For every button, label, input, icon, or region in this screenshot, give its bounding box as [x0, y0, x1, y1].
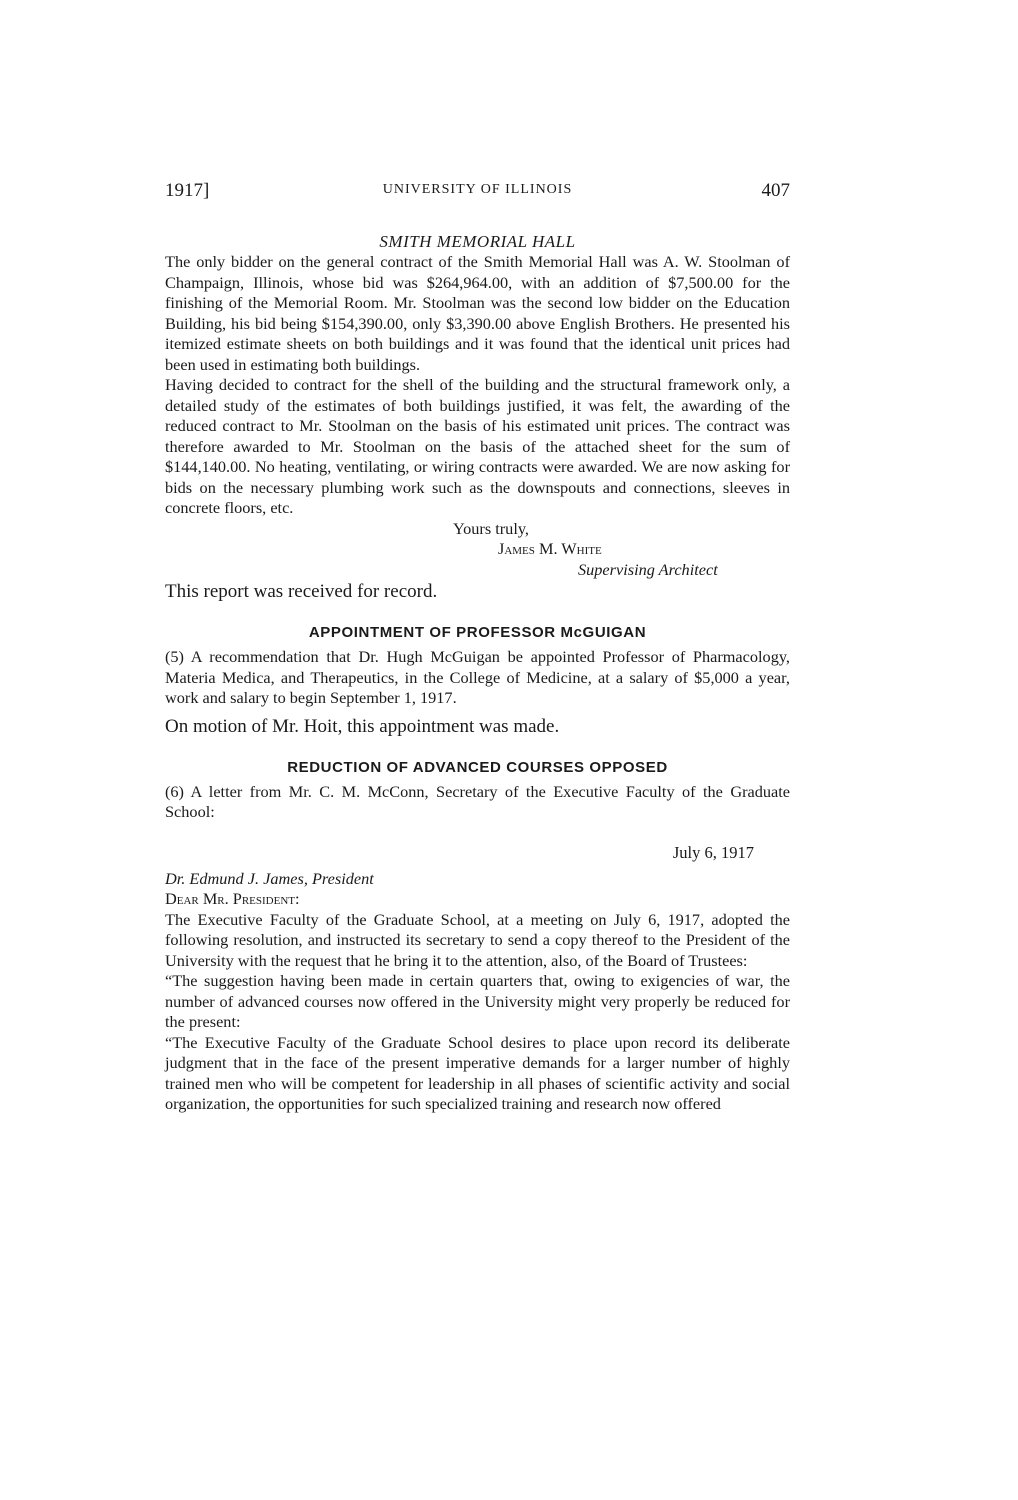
letter-date: July 6, 1917	[672, 842, 754, 862]
closing-yours-truly: Yours truly,	[453, 518, 529, 538]
mcguigan-heading: APPOINTMENT OF PROFESSOR McGUIGAN	[308, 624, 647, 641]
motion-note: On motion of Mr. Hoit, this appointment was made.	[165, 715, 560, 737]
smith-hall-title: SMITH MEMORIAL HALL	[379, 232, 576, 251]
header-page-number: 407	[761, 180, 790, 201]
record-note: This report was received for record.	[165, 581, 438, 602]
letter-paragraph-1: The Executive Faculty of the Graduate School, at a meeting on July 6, 1917, adopted the following resolution, and instructed its secretary to send a copy thereof to the President of the University with the request that he bring it to the attention, also, of the Board of Trustees:	[165, 909, 790, 970]
courses-intro: (6) A letter from Mr. C. M. McConn, Secretary of the Executive Faculty of the Graduate School:	[165, 781, 790, 821]
signature-title: Supervising Architect	[578, 559, 718, 579]
document-page	[165, 180, 790, 1115]
letter-paragraph-2: “The suggestion having been made in certain quarters that, owing to exigencies of war, the number of advanced courses now offered in the University might very properly be reduced for the present:	[165, 971, 790, 1031]
letter-addressee: Dr. Edmund J. James, President	[165, 868, 374, 888]
letter-salutation: Dear Mr. President:	[165, 889, 300, 908]
letter-paragraph-3: “The Executive Faculty of the Graduate School desires to place upon record its deliberate judgment that in the face of the present imperative demands for a larger number of highly trained men who will be competent for leadership in all phases of scientific activity and social organization, the opportunities for such specialized training and research now offered	[165, 1032, 790, 1113]
smith-hall-paragraph-1: The only bidder on the general contract of the Smith Memorial Hall was A. W. Stoolman of Champaign, Illinois, whose bid was $264,964.00, with an addition of $7,500.00 for the finishing of the Memorial Room. Mr. Stoolman was the second low bidder on the Education Building, his bid being $154,390.00, only $3,390.00 above English Brothers. He presented his itemized estimate sheets on both buildings and it was found that the identical unit prices had been used in estimating both buildings.	[165, 252, 790, 374]
signature-name: James M. White	[498, 539, 602, 558]
running-header	[165, 180, 790, 210]
mcguigan-paragraph: (5) A recommendation that Dr. Hugh McGuigan be appointed Professor of Pharmacology, Materia Medica, and Therapeutics, in the College of Medicine, at a salary of $5,000 a year, work and salary to begin September 1, 1917.	[165, 647, 790, 707]
header-running-title: UNIVERSITY OF ILLINOIS	[382, 182, 573, 197]
courses-heading: REDUCTION OF ADVANCED COURSES OPPOSED	[287, 758, 668, 776]
smith-hall-paragraph-2: Having decided to contract for the shell of the building and the structural framework only, a detailed study of the estimates of both buildings justified, it was felt, the awarding of the reduced contract to Mr. Stoolman on the basis of his estimated unit prices. The contract was therefore awarded to Mr. Stoolman on the basis of the attached sheet for the sum of $144,140.00. No heating, ventilating, or wiring contracts were awarded. We are now asking for bids on the necessary plumbing work such as the downspouts and connections, sleeves in concrete floors, etc.	[165, 375, 790, 517]
header-year: 1917]	[165, 180, 210, 201]
